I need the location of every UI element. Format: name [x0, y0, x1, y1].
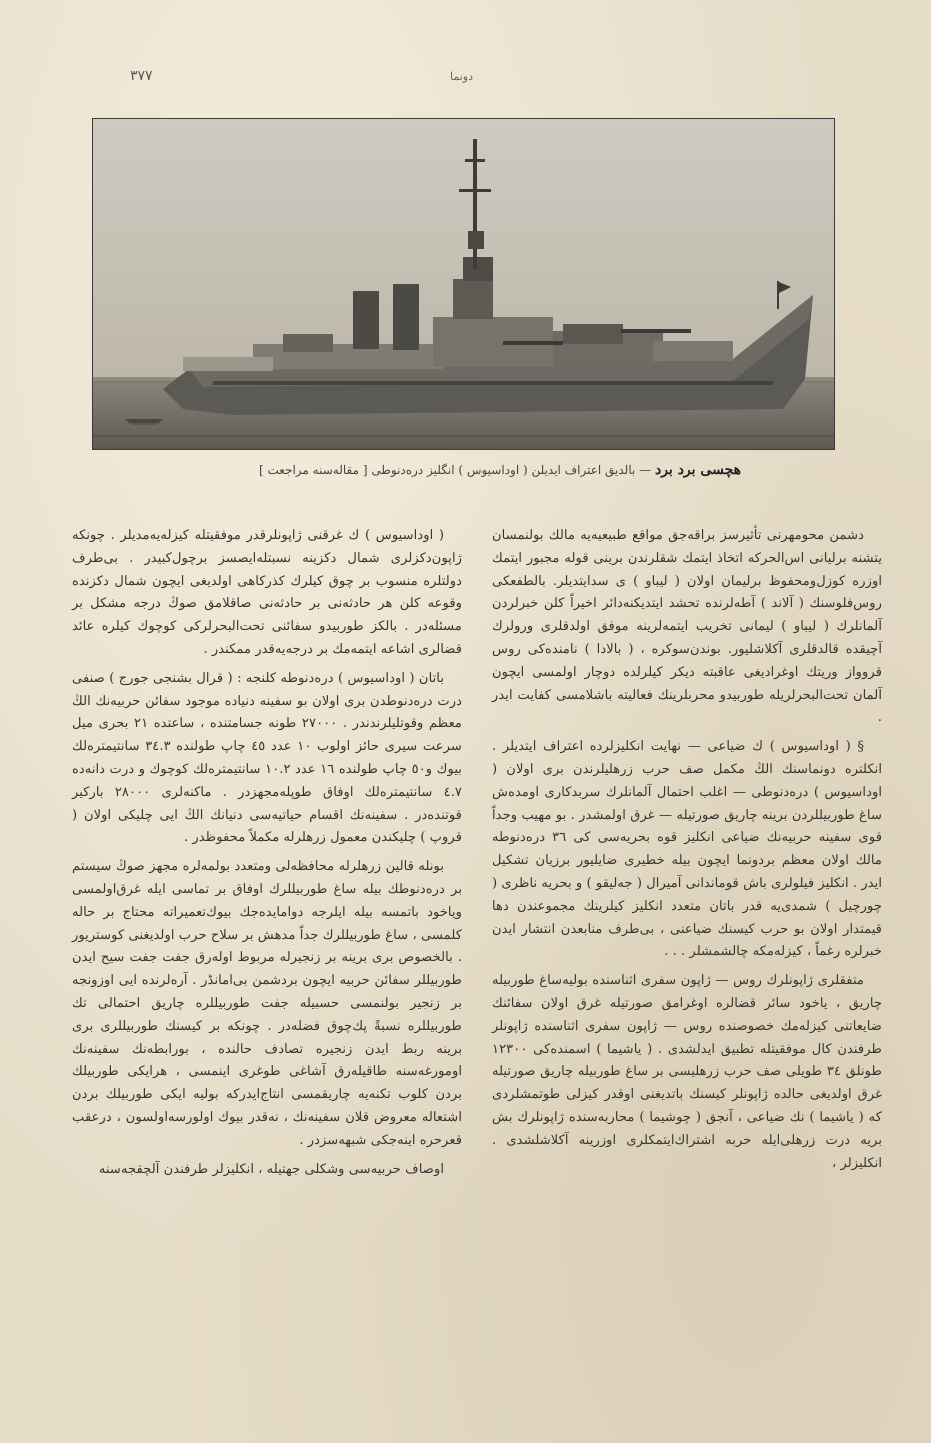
- paragraph: باتان ( اوداسیوس ) درەدنوطه کلنجه : ( قرال بشنجی جورج ) صنفی درت درەدنوطدن بری اولان بو سفینه دنیاده موجود سفائن حربیه‌نك الڭ معظم وقوتلیلرندندر . ٢٧٠٠٠ طونه جسامتنده ، ساعتده ٢١ بحری میل سرعت سیری حائز اولوب ١٠ عدد ٤٥ چاپ طولنده ٣٤.٣ سانتیمترەلك بیوك و٥٠ چاپ طولنده ١٦ عدد ١٠.٢ سانتیمترەلك کوچوك و درت دانه‌ده ٤.٧ سانتیمترەلك اوفاق طوپلەمجهزدر . ماکنەلری ٢٨٠٠٠ بارکیر قوتنده‌در . سفینه‌نك اقسام حیاتیه‌سی دنیانك الڭ ایی چلیکی اولان ( قروپ ) چلیکندن معمول زرهلرله مکملاً محفوظدر .: [72, 670, 462, 846]
- battleship-photo: [92, 118, 835, 450]
- caption-lead: هچسی برد برد: [654, 462, 742, 478]
- paragraph: بونله قالین زرهلرله محافظه‌لی ومتعدد بولمه‌لره مجهز صوڭ سیستم بر درەدنوطك بیله ساغ طوربیللرك اوفاق بر تماسی ایله غرق‌اولمسی ویاخود باتمسه بیله ایلرجه دوامایده‌جك بیوك‌تعمیراته محتاج بر حاله کلمسی ، ساغ طوربیللرك جداً مدهش بر سلاح حرب اولدیغنی کوستریور . بالخصوص بری برینه بر زنجیرله مربوط اولەرق جفت جفت سیح ایدن طوربیللر سفائن حربیه ایچون بردشمن بی‌امانڈر . آرەلرنده ایی اوزونجه بر زنجیر بولنمسی حسبیله جفت طوربیللره چاریق احتمالی تك طوربیللره نسبةً پك‌چوق فضله‌در . چونکه بر کیسنك طوربیللری بری برینه ربط ایدن زنجیره تصادف حالنده ، بورابطه‌نك سفینه‌نك اومورغه‌سنه طاقیله‌رق آشاغی طوغری اینمسی ، هرایکی طوربیلك بردن کلوب تکنه‌یه چاریقمسی انتاج‌ایدرکه بولیه ایکی طوربیلك بردن اشتعاله معروض قلان سفینه‌نك ، نه‌قدر بیوك اولورسه‌اولسون ، درعقب قعرحره اینه‌جکی شبهه‌سزدر .: [72, 859, 462, 1148]
- caption-text: — بالدیق اعتراف ایدیلن ( اوداسیوس ) انگلیز درەدنوطی [ مقالەسنە مراجعت ]: [258, 463, 655, 477]
- right-column: [492, 525, 882, 1181]
- paragraph: اوصاف حربیه‌سی وشکلی جهتیله ، انکلیزلر طرفندن آلچقجه‌سنه: [98, 1161, 444, 1177]
- page-number: ٣٧٧: [130, 68, 153, 84]
- paragraph: دشمن محومهرنی تأثیرسز براقەجق مواقع طبیعیەیە مالك بولنمسان یتشنه برلیانی اس‌الحرکه اتخاذ ایتمك شقلرندن برینی قوله مجبور ایتمك اوزره کوزل‌ومحفوظ برلیمان اولان ( لیباو ) ی سدایتدیلر. بالطفعکی روس‌فلوسنك ( آلاند ) آطه‌لرنده تحشد ایتدیکنه‌دائر اخیراً کلن خبرلردن آلمانلرك ( لیباو ) لیمانی تخریب ایتمەلرینه موفق اولدقلری ورولرك آچیقده قالدقلری آکلاشلیور. بوندن‌سوکره ، ( بالادا ) نامنده‌کی روس قروواز وریتك اوغرادیغی عاقبته دیکر کیلرلده دوچار اولمسی ایچون آلمان تحت‌البحرلریله طوربیدو محربلرینك فعالیته باشلامسی کفایت ایدر .: [492, 528, 882, 726]
- running-title: دونما: [450, 70, 473, 83]
- battleship-photo-image: [93, 119, 834, 449]
- left-column: [72, 525, 462, 1187]
- paragraph: § ( اوداسیوس ) ك ضیاعی — نهایت انکلیزلرده اعتراف ایتدیلر . انکلتره دونماسنك الڭ مکمل صف حرب زرهلیلرندن بری اولان ( اوداسیوس ) درەدنوطی — اغلب احتمال آلمانلرك سربدکاری اومدەش ساغ طوربیللردن برینه چاریق صورتیله — غرق اولمشدر . بو مهیب وجداً قوی سفینه حربیه‌نك ضیاعی انکلیز قوه بحریه‌سی کی ٣٦ درەدنوطه مالك اولان معظم بردونما ایچون بیله خطیری ضایلیور برزیان تشکیل ایدر . انکلیز فیلولری باش قوماندانی آمیرال ( جه‌لیقو ) و بحریه ناظری ( چورچیل ) شمدی‌یه قدر باتان متعدد انکلیز کیلرینك مجموعندن دها قیمتدار اولان بو حرب کیسنك ضیاعنی ، بی‌طرف منابعدن انتشار ایدن خبرلره رغماً ، کیزلەمکه چالشمشلر . . .: [492, 739, 882, 960]
- photo-caption: [190, 462, 810, 478]
- paragraph: متفقلری ژاپونلرك روس — ژاپون سفری اثناسنده بولیه‌ساغ طوربیله چاریق ، یاخود سائر قضالره اوغرامق صورتیله غرق اولان سفائنك ضایعاتنی کیزله‌مك خصوصنده روس — ژاپون سفری اثناسنده ژاپونلر طرفندن کال موفقیتله تطبیق ایدلشدی . ( یاشیما ) اسمنده‌کی ١٢٣٠٠ طونلق ٣٤ طویلی صف حرب زرهلیسی بر ساغ طوربیله چاریق صورتیله غرق اولدیغی حالده ژاپونلر کیسنك باتدیغنی اوقدر کیزلی طوتمشلردی که ( یاشیما ) نك ضیاعی ، آنجق ( چوشیما ) محاربه‌سنده ژاپونلرك بش بریه درت زرهلی‌ایله حربه اشتراك‌ایتمکلری اوزرینه آکلاشلشدی . انکلیزلر ،: [492, 973, 882, 1171]
- paragraph: ( اوداسیوس ) ك غرقنی ژاپونلرقدر موفقیتله کیزله‌یه‌مدیلر . چونکه ژاپون‌دکزلری شمال دکزینه نسبتله‌ایصسز برچول‌کبیدر . بی‌طرف دولتلره منسوب بر چوق کیلرك کذرکاهی اولدیغی ایچون شمال دکزنده وقوعه کلن هر حادثه‌نی بر حادثه‌نی صاقلامق صوڭ درجه مشکل بر مسئله‌در . بالکز طوربیدو سفائنی تحت‌البحرلرکی کوچوك کیلره عائد قضالری اشاعه ایتمەمك بر درجه‌یه‌قدر ممکندر .: [72, 528, 462, 657]
